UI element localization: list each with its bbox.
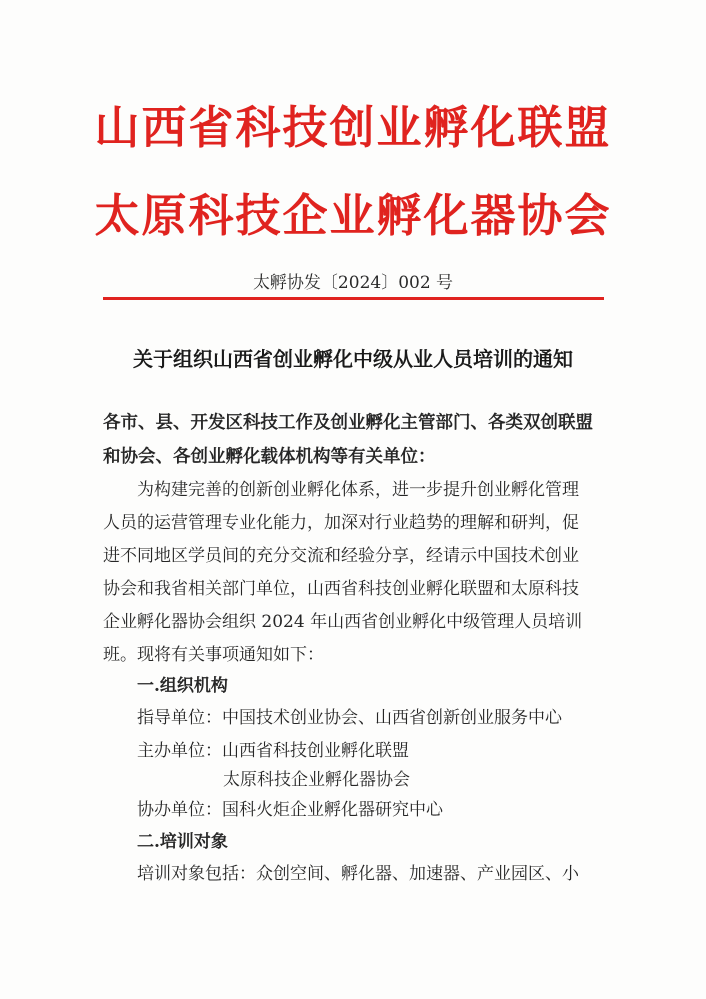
intro-line-1: 为构建完善的创新创业孵化体系，进一步提升创业孵化管理 (137, 480, 579, 500)
addressee-line-2: 和协会、各创业孵化载体机构等有关单位： (103, 447, 436, 467)
co-organizer-line: 协办单位：国科火炬企业孵化器研究中心 (137, 800, 443, 820)
intro-line-3: 进不同地区学员间的充分交流和经验分享，经请示中国技术创业 (103, 546, 579, 566)
document-number: 太孵协发〔2024〕002 号 (252, 273, 454, 293)
organizer-line: 主办单位：山西省科技创业孵化联盟 (137, 741, 409, 761)
red-divider-line (103, 297, 604, 300)
org-title-line-1: 山西省科技创业孵化联盟 (94, 101, 612, 154)
intro-line-4: 协会和我省相关部门单位，山西省科技创业孵化联盟和太原科技 (103, 579, 579, 599)
guidance-unit-line: 指导单位：中国技术创业协会、山西省创新创业服务中心 (137, 708, 562, 728)
section-2-heading: 二.培训对象 (137, 832, 228, 852)
trainee-line-1: 培训对象包括：众创空间、孵化器、加速器、产业园区、小 (137, 864, 579, 884)
intro-line-6: 班。现将有关事项通知如下： (103, 645, 324, 665)
addressee-line-1: 各市、县、开发区科技工作及创业孵化主管部门、各类双创联盟 (103, 413, 593, 433)
section-1-heading: 一.组织机构 (137, 676, 228, 696)
notice-title: 关于组织山西省创业孵化中级从业人员培训的通知 (133, 347, 573, 371)
intro-line-2: 人员的运营管理专业化能力，加深对行业趋势的理解和研判，促 (103, 513, 579, 533)
intro-line-5: 企业孵化器协会组织 2024 年山西省创业孵化中级管理人员培训 (103, 612, 583, 632)
organizer-line-2: 太原科技企业孵化器协会 (223, 770, 410, 790)
org-title-line-2: 太原科技企业孵化器协会 (94, 189, 612, 242)
